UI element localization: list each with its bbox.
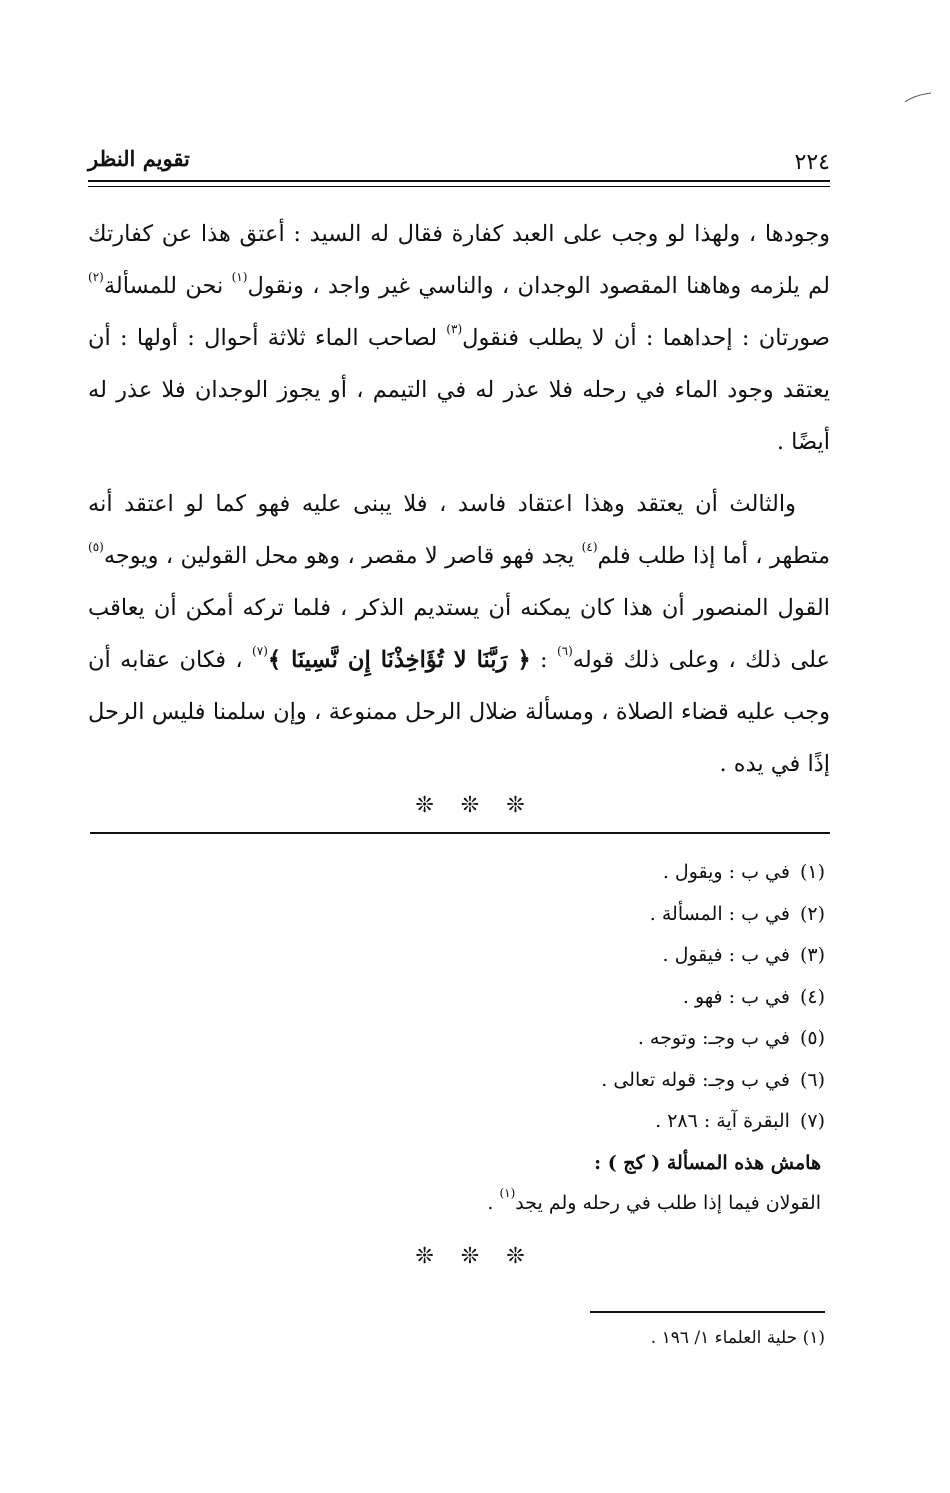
footnote-ref-2[interactable]: (٢) (88, 270, 104, 284)
footnote-text: في ب وجـ: قوله تعالى . (601, 1068, 790, 1091)
sub-footnote-rule (590, 1311, 825, 1313)
footnote-ref-6[interactable]: (٦) (556, 644, 573, 658)
footnote-rule (90, 832, 830, 834)
running-title: تقويم النظر (88, 146, 190, 171)
footnote-ref-3[interactable]: (٣) (446, 322, 463, 336)
paragraph-2 (88, 478, 830, 790)
margin-note-heading: هامش هذه المسألة ( كج ) : (594, 1151, 821, 1174)
page-header (88, 146, 830, 182)
text-run: صورتان : إحداهما : أن لا يطلب فنقول (462, 325, 830, 351)
footnote-number: (٢) (799, 902, 825, 925)
section-separator-2: ❊ ❊ ❊ (415, 1244, 535, 1269)
footnote-text: في ب : فهو . (682, 985, 790, 1008)
section-separator: ❊ ❊ ❊ (415, 793, 535, 818)
text-run: لصاحب الماء ثلاثة أحوال : أولها : أن يعتقد وجود الماء في رحله فلا عذر له في التيمم ، أو يجوز الوجدان فلا عذر له أيضًا . (88, 325, 830, 455)
footnote-ref-5[interactable]: (٥) (88, 540, 104, 554)
footnote-number: (١) (799, 861, 825, 883)
margin-note-tail: . (487, 1192, 500, 1214)
text-run: يجد فهو قاصر لا مقصر ، وهو محل القولين ، ويوجه (103, 543, 582, 569)
footnote-text: البقرة آية : ٢٨٦ . (655, 1110, 790, 1132)
text-run: القول المنصور أن هذا كان يمكنه أن يستديم الذكر ، فلما تركه أمكن أن يعاقب على ذلك ، وعلى ذلك قوله (88, 595, 830, 673)
pen-mark-icon (903, 92, 933, 104)
header-rule-thin (88, 186, 830, 187)
text-run: والثالث أن يعتقد وهذا اعتقاد فاسد ، فلا يبنى عليه فهو كما لو اعتقد أنه متطهر ، أما إذا طلب فلم (88, 491, 830, 569)
footnote-3 (305, 935, 825, 977)
footnote-ref-4[interactable]: (٤) (581, 540, 598, 554)
footnote-ref-1[interactable]: (١) (231, 270, 248, 284)
footnote-number: (٣) (799, 944, 825, 966)
footnote-4 (305, 977, 825, 1019)
footnote-1 (305, 852, 825, 894)
text-run: وجودها ، ولهذا لو وجب على العبد كفارة فقال له السيد : أعتق هذا عن كفارتك لم يلزمه وهاهنا المقصود الوجدان ، والناسي غير واجد ، ونقول (88, 221, 830, 299)
margin-note-ref[interactable]: (١) (499, 1186, 516, 1200)
footnote-number: (٦) (799, 1068, 825, 1091)
text-run: : (530, 647, 557, 673)
footnote-ref-7[interactable]: (٧) (252, 644, 268, 658)
footnote-2 (305, 894, 825, 936)
footnote-6 (305, 1060, 825, 1102)
margin-note-body: القولان فيما إذا طلب في رحله ولم يجد (515, 1192, 821, 1214)
page-number: ٢٢٤ (794, 150, 830, 175)
footnote-text: في ب : ويقول . (662, 861, 790, 883)
text-run: ، فكان عقابه أن وجب عليه قضاء الصلاة ، ومسألة ضلال الرحل ممنوعة ، وإن سلمنا فليس الرحل إذًا في يده . (88, 647, 830, 777)
paragraph-1 (88, 208, 830, 468)
footnote-text: في ب : فيقول . (662, 944, 790, 966)
header-rule (88, 180, 830, 182)
footnote-number: (٤) (799, 985, 825, 1008)
footnote-7 (305, 1101, 825, 1143)
main-text (88, 208, 830, 790)
footnote-5 (305, 1018, 825, 1060)
footnotes (305, 852, 825, 1222)
sub-footnote: (١) حلية العلماء ١/ ١٩٦ . (650, 1328, 825, 1348)
quran-verse: ﴿ رَبَّنَا لا تُؤَاخِذْنَا إِن نَّسِينَا ﴾ (267, 647, 531, 673)
footnote-text: في ب وجـ: وتوجه . (637, 1027, 790, 1049)
footnote-text: في ب : المسألة . (649, 902, 790, 925)
footnote-number: (٧) (799, 1110, 825, 1132)
text-run: نحن للمسألة (103, 273, 232, 299)
footnote-number: (٥) (799, 1027, 825, 1049)
margin-note-text (305, 1184, 825, 1222)
